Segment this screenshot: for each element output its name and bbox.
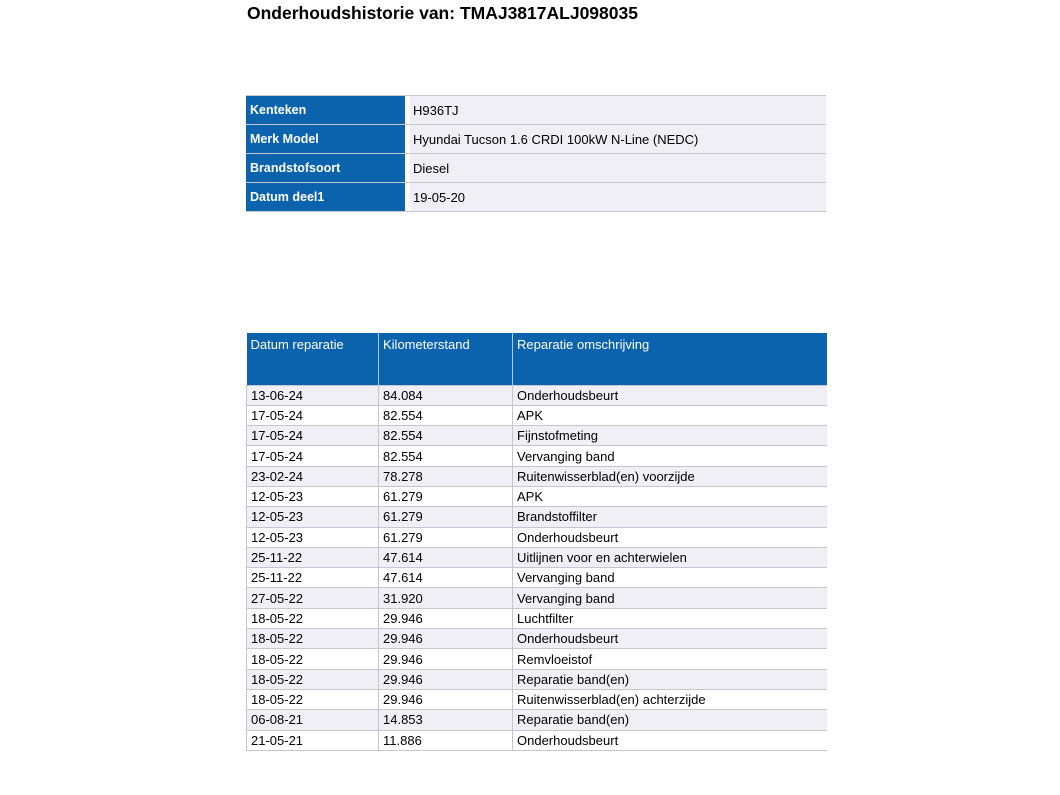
repair-date-cell: 17-05-24 xyxy=(247,426,379,446)
info-value: 19-05-20 xyxy=(410,183,826,212)
repair-date-cell: 18-05-22 xyxy=(247,649,379,669)
table-row xyxy=(247,588,827,608)
table-row xyxy=(247,649,827,669)
repair-description-cell: Vervanging band xyxy=(513,568,827,588)
column-header-reparatie-omschrijving: Reparatie omschrijving xyxy=(513,333,827,385)
maintenance-table-header xyxy=(247,333,827,385)
vehicle-info-body xyxy=(246,96,826,212)
info-value: Hyundai Tucson 1.6 CRDI 100kW N-Line (NEDC) xyxy=(410,125,826,154)
repair-date-cell: 06-08-21 xyxy=(247,710,379,730)
info-label: Brandstofsoort xyxy=(246,154,405,183)
repair-date-cell: 18-05-22 xyxy=(247,629,379,649)
repair-date-cell: 25-11-22 xyxy=(247,547,379,567)
table-row xyxy=(247,486,827,506)
repair-description-cell: APK xyxy=(513,405,827,425)
odometer-cell: 61.279 xyxy=(379,527,513,547)
table-row xyxy=(247,608,827,628)
table-row xyxy=(247,629,827,649)
odometer-cell: 14.853 xyxy=(379,710,513,730)
odometer-cell: 82.554 xyxy=(379,405,513,425)
vehicle-info-table xyxy=(246,95,826,212)
odometer-cell: 29.946 xyxy=(379,649,513,669)
table-row xyxy=(247,730,827,750)
table-row xyxy=(247,446,827,466)
info-value: H936TJ xyxy=(410,96,826,125)
vehicle-info-row xyxy=(246,96,826,125)
repair-date-cell: 12-05-23 xyxy=(247,486,379,506)
info-value: Diesel xyxy=(410,154,826,183)
vehicle-info-row xyxy=(246,154,826,183)
repair-description-cell: Remvloeistof xyxy=(513,649,827,669)
repair-date-cell: 13-06-24 xyxy=(247,385,379,405)
odometer-cell: 11.886 xyxy=(379,730,513,750)
info-label: Merk Model xyxy=(246,125,405,154)
repair-description-cell: APK xyxy=(513,486,827,506)
odometer-cell: 61.279 xyxy=(379,507,513,527)
repair-date-cell: 12-05-23 xyxy=(247,527,379,547)
repair-description-cell: Brandstoffilter xyxy=(513,507,827,527)
odometer-cell: 29.946 xyxy=(379,629,513,649)
repair-description-cell: Onderhoudsbeurt xyxy=(513,629,827,649)
odometer-cell: 29.946 xyxy=(379,669,513,689)
page-title: Onderhoudshistorie van: TMAJ3817ALJ098035 xyxy=(247,3,638,23)
repair-description-cell: Vervanging band xyxy=(513,588,827,608)
maintenance-table-body xyxy=(247,385,827,750)
repair-date-cell: 23-02-24 xyxy=(247,466,379,486)
repair-date-cell: 18-05-22 xyxy=(247,669,379,689)
repair-date-cell: 17-05-24 xyxy=(247,446,379,466)
table-row xyxy=(247,466,827,486)
repair-date-cell: 27-05-22 xyxy=(247,588,379,608)
odometer-cell: 47.614 xyxy=(379,547,513,567)
repair-date-cell: 18-05-22 xyxy=(247,689,379,709)
column-header-datum-reparatie: Datum reparatie xyxy=(247,333,379,385)
odometer-cell: 61.279 xyxy=(379,486,513,506)
repair-date-cell: 25-11-22 xyxy=(247,568,379,588)
table-row xyxy=(247,385,827,405)
odometer-cell: 47.614 xyxy=(379,568,513,588)
repair-description-cell: Onderhoudsbeurt xyxy=(513,527,827,547)
repair-date-cell: 21-05-21 xyxy=(247,730,379,750)
repair-date-cell: 12-05-23 xyxy=(247,507,379,527)
repair-description-cell: Uitlijnen voor en achterwielen xyxy=(513,547,827,567)
repair-description-cell: Luchtfilter xyxy=(513,608,827,628)
odometer-cell: 29.946 xyxy=(379,608,513,628)
repair-description-cell: Ruitenwisserblad(en) voorzijde xyxy=(513,466,827,486)
odometer-cell: 82.554 xyxy=(379,426,513,446)
odometer-cell: 84.084 xyxy=(379,385,513,405)
maintenance-history-table xyxy=(246,333,827,751)
odometer-cell: 78.278 xyxy=(379,466,513,486)
table-row xyxy=(247,710,827,730)
odometer-cell: 29.946 xyxy=(379,689,513,709)
vehicle-info-row xyxy=(246,183,826,212)
table-row xyxy=(247,669,827,689)
table-row xyxy=(247,527,827,547)
header-row xyxy=(247,333,827,385)
info-label: Kenteken xyxy=(246,96,405,125)
repair-description-cell: Fijnstofmeting xyxy=(513,426,827,446)
odometer-cell: 31.920 xyxy=(379,588,513,608)
table-row xyxy=(247,547,827,567)
repair-description-cell: Onderhoudsbeurt xyxy=(513,730,827,750)
column-header-kilometerstand: Kilometerstand xyxy=(379,333,513,385)
repair-description-cell: Onderhoudsbeurt xyxy=(513,385,827,405)
repair-date-cell: 18-05-22 xyxy=(247,608,379,628)
repair-description-cell: Vervanging band xyxy=(513,446,827,466)
repair-description-cell: Reparatie band(en) xyxy=(513,669,827,689)
odometer-cell: 82.554 xyxy=(379,446,513,466)
repair-description-cell: Reparatie band(en) xyxy=(513,710,827,730)
table-row xyxy=(247,405,827,425)
table-row xyxy=(247,689,827,709)
table-row xyxy=(247,507,827,527)
repair-description-cell: Ruitenwisserblad(en) achterzijde xyxy=(513,689,827,709)
info-label: Datum deel1 xyxy=(246,183,405,212)
vehicle-info-row xyxy=(246,125,826,154)
repair-date-cell: 17-05-24 xyxy=(247,405,379,425)
table-row xyxy=(247,426,827,446)
table-row xyxy=(247,568,827,588)
